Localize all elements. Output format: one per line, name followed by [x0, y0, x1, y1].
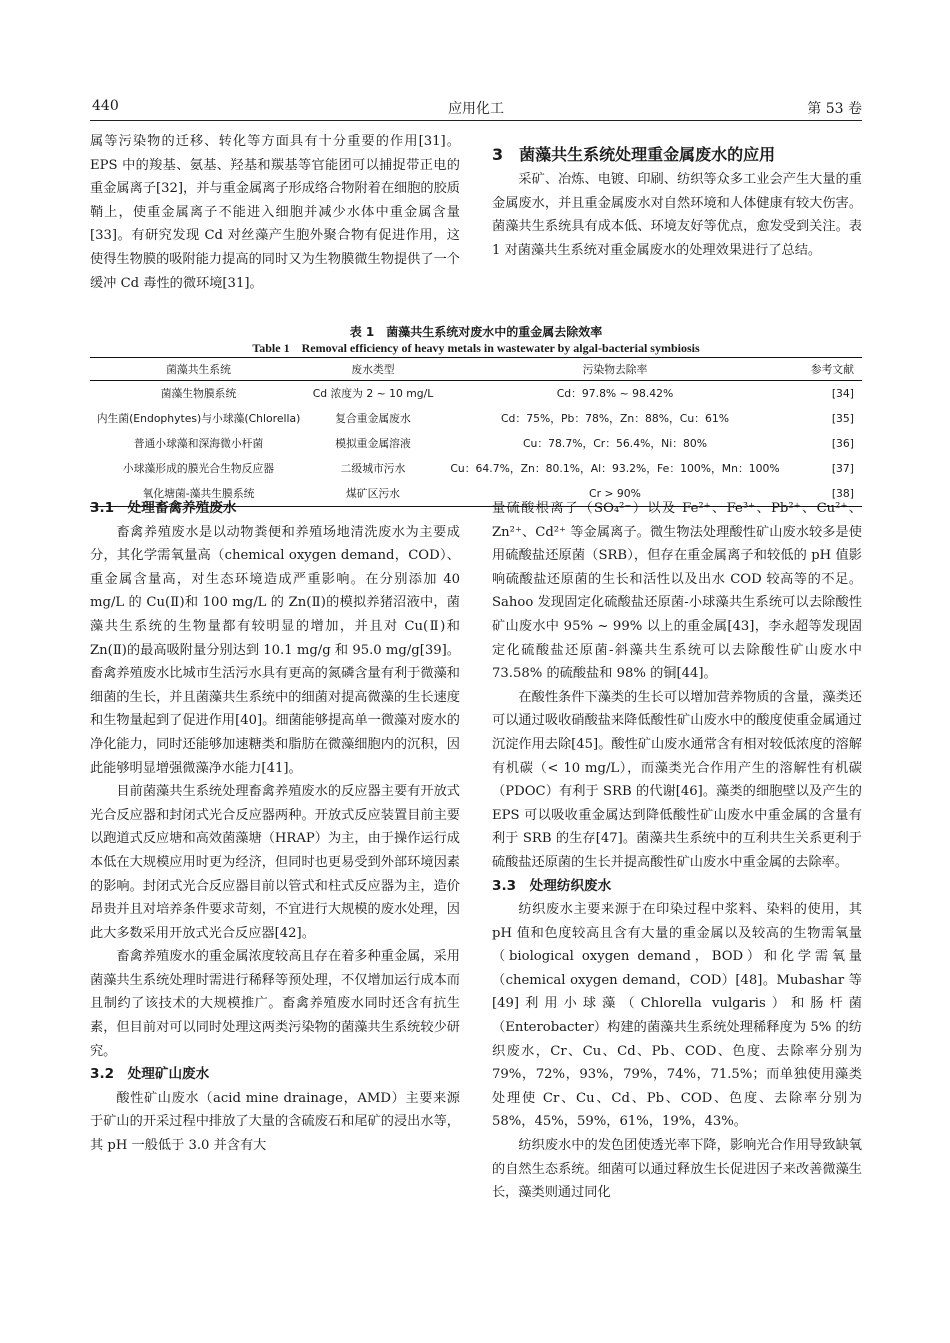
- table-row: [90, 381, 862, 407]
- table-row: [90, 456, 862, 481]
- section-3-1-heading: 3.1 处理畜禽养殖废水: [90, 500, 237, 516]
- table-cell: [34]: [831, 387, 854, 400]
- table-cell: Cu：64.7%，Zn：80.1%，Al：93.2%，Fe：100%，Mn：100%: [450, 462, 780, 475]
- paragraph: 畜禽养殖废水的重金属浓度较高且存在着多种重金属，采用菌藻共生系统处理时需进行稀释等预处理，不仅增加运行成本而且制约了该技术的大规模推广。畜禽养殖废水同时还含有抗生素，但目前对可以同时处理这两类污染物的菌藻共生系统较少研究。: [90, 949, 460, 1059]
- table-row: [90, 406, 862, 431]
- table-cell: 氧化塘菌-藻共生膜系统: [90, 481, 307, 507]
- section-3-heading: 3 菌藻共生系统处理重金属废水的应用: [492, 145, 776, 164]
- table-cell: 复合重金属废水: [335, 412, 411, 425]
- table-cell: Cd：97.8% ~ 98.42%: [556, 387, 674, 400]
- table-cell: 菌藻生物膜系统: [160, 387, 237, 400]
- table-header-row: [90, 358, 862, 381]
- table-cell: Cu：78.7%，Cr：56.4%，Ni：80%: [522, 437, 708, 450]
- table-cell: 模拟重金属溶液: [335, 437, 411, 450]
- section-3-3-heading: 3.3 处理纺织废水: [492, 877, 612, 894]
- paragraph: 属等污染物的迁移、转化等方面具有十分重要的作用[31]。EPS 中的羧基、氨基、羟基和羰基等官能团可以捕捉带正电的重金属离子[32]，并与重金属离子形成络合物附着在细胞的胶质鞘上，使重金属离子不能进入细胞并减少水体中重金属含量[33]。有研究发现 Cd 对丝藻产生胞外聚合物有促进作用，这使得生物膜的吸附能力提高的同时又为生物膜微生物提供了一个缓冲 Cd 毒性的微环境[31]。: [90, 134, 460, 291]
- paragraph: 纺织废水主要来源于在印染过程中浆料、染料的使用，其 pH 值和色度较高且含有大量的重金属以及较高的生物需氧量（biological oxygen demand，BOD）和化学需氧量（chemical oxygen demand，COD）[48]。Mubashar 等[49]利用小球藻（Chlorella vulgaris）和肠杆菌（Enterobacter）构建的菌藻共生系统处理稀释度为 5% 的纺织废水，Cr、Cu、Cd、Pb、COD、色度、去除率分别为 79%，72%，93%，79%，74%，71.5%；而单独使用藻类处理使 Cr、Cu、Cd、Pb、COD、色度、去除率分别为 58%，45%，59%，61%，19%，43%。: [492, 902, 862, 1130]
- table-header-cell: 参考文献: [791, 358, 862, 381]
- left-column-bottom: [90, 497, 460, 1297]
- paragraph: 在酸性条件下藻类的生长可以增加营养物质的含量，藻类还可以通过吸收硝酸盐来降低酸性矿山废水中的酸度使重金属通过沉淀作用去除[45]。酸性矿山废水通常含有相对较低浓度的溶解有机碳（< 10 mg/L），而藻类光合作用产生的溶解性有机碳（PDOC）有利于 SRB 的代谢[46]。藻类的细胞壁以及产生的 EPS 可以吸收重金属达到降低酸性矿山废水中重金属的含量有利于 SRB 的生存[47]。菌藻共生系统中的互利共生关系更利于硫酸盐还原菌的生长并提高酸性矿山废水中重金属的去除率。: [492, 689, 862, 870]
- paragraph: 采矿、冶炼、电镀、印刷、纺织等众多工业会产生大量的重金属废水，并且重金属废水对自然环境和人体健康有较大伤害。菌藻共生系统具有成本低、环境友好等优点，愈发受到关注。表 1 对菌藻共生系统对重金属废水的处理效果进行了总结。: [492, 172, 862, 258]
- table-row: [90, 431, 862, 456]
- volume-label: 第 53 卷: [807, 101, 862, 117]
- table-cell: Cd 浓度为 2 ~ 10 mg/L: [312, 387, 434, 400]
- table-caption-cn: 表 1 菌藻共生系统对废水中的重金属去除效率: [349, 325, 603, 339]
- table-header-cell: 菌藻共生系统: [90, 358, 307, 381]
- removal-efficiency-table: [90, 357, 862, 507]
- table-cell: 煤矿区污水: [307, 481, 439, 507]
- paragraph: 量硫酸根离子（SO₄²⁻）以及 Fe²⁺、Fe³⁺、Pb²⁺、Cu²⁺、Zn²⁺、Cd²⁺ 等金属离子。微生物法处理酸性矿山废水较多是使用硫酸盐还原菌（SRB），但存在重金属离子和较低的 pH 值影响硫酸盐还原菌的生长和活性以及出水 COD 较高等的不足。Sahoo 发现固定化硫酸盐还原菌-小球藻共生系统可以去除酸性矿山废水中 95% ~ 99% 以上的重金属[43]，李永超等发现固定化硫酸盐还原菌-斜藻共生系统可以去除酸性矿山废水中 73.58% 的硫酸盐和 98% 的铜[44]。: [492, 501, 862, 682]
- table-cell: Cr > 90%: [439, 481, 791, 507]
- right-column-bottom: [492, 497, 862, 1297]
- right-column-top: [492, 140, 862, 320]
- journal-title: 应用化工: [448, 101, 504, 117]
- table-header-cell: 废水类型: [307, 358, 439, 381]
- page-number: 440: [92, 98, 119, 114]
- paragraph: 目前菌藻共生系统处理畜禽养殖废水的反应器主要有开放式光合反应器和封闭式光合反应器两种。开放式反应装置目前主要以跑道式反应塘和高效菌藻塘（HRAP）为主，由于操作运行成本低在大规模应用时更为经济，但同时也更易受到外部环境因素的影响。封闭式光合反应器目前以管式和柱式反应器为主，造价昂贵并且对培养条件要求苛刻，不宜进行大规模的废水处理，因此大多数采用开放式光合反应器[42]。: [90, 784, 460, 941]
- table-cell: [36]: [831, 437, 854, 450]
- table-cell: 内生菌(Endophytes)与小球藻(Chlorella): [96, 412, 301, 425]
- table-cell: [35]: [831, 412, 854, 425]
- paragraph: 酸性矿山废水（acid mine drainage，AMD）主要来源于矿山的开采过程中排放了大量的含硫废石和尾矿的浸出水等，其 pH 一般低于 3.0 并含有大: [90, 1090, 460, 1154]
- table-header-cell: 污染物去除率: [439, 358, 791, 381]
- table-caption-en: Table 1 Removal efficiency of heavy metals in wastewater by algal-bacterial symbiosis: [252, 341, 700, 355]
- table-cell: 二级城市污水: [340, 462, 406, 475]
- paragraph: 畜禽养殖废水是以动物粪便和养殖场地清洗废水为主要成分，其化学需氧量高（chemical oxygen demand，COD）、重金属含量高，对生态环境造成严重影响。在分别添加 40 mg/L 的 Cu(Ⅱ)和 100 mg/L 的 Zn(Ⅱ)的模拟养猪沼液中，菌藻共生系统的生物量都有较明显的增加，并且对 Cu(Ⅱ)和 Zn(Ⅱ)的最高吸附量分别达到 10.1 mg/g 和 95.0 mg/g[39]。畜禽养殖废水比城市生活污水具有更高的氮磷含量有利于微藻和细菌的生长，并且菌藻共生系统中的细菌对提高微藻的生长速度和生物量起到了促进作用[40]。细菌能够提高单一微藻对废水的净化能力，同时还能够加速糖类和脂肪在微藻细胞内的沉积，因此能够明显增强微藻净水能力[41]。: [90, 524, 460, 776]
- left-column-top: [90, 130, 460, 320]
- page-header: [90, 96, 862, 121]
- paragraph: 纺织废水中的发色团使透光率下降，影响光合作用导致缺氧的自然生态系统。细菌可以通过释放生长促进因子来改善微藻生长，藻类则通过同化: [492, 1138, 862, 1201]
- table-cell: [38]: [791, 481, 862, 507]
- section-3-2-heading: 3.2 处理矿山废水: [90, 1066, 210, 1083]
- table-cell: 小球藻形成的膜光合生物反应器: [122, 462, 275, 475]
- table-cell: [37]: [831, 462, 854, 475]
- table-cell: Cd：75%，Pb：78%，Zn：88%，Cu：61%: [501, 412, 729, 425]
- table-cell: 普通小球藻和深海微小杆菌: [133, 437, 264, 450]
